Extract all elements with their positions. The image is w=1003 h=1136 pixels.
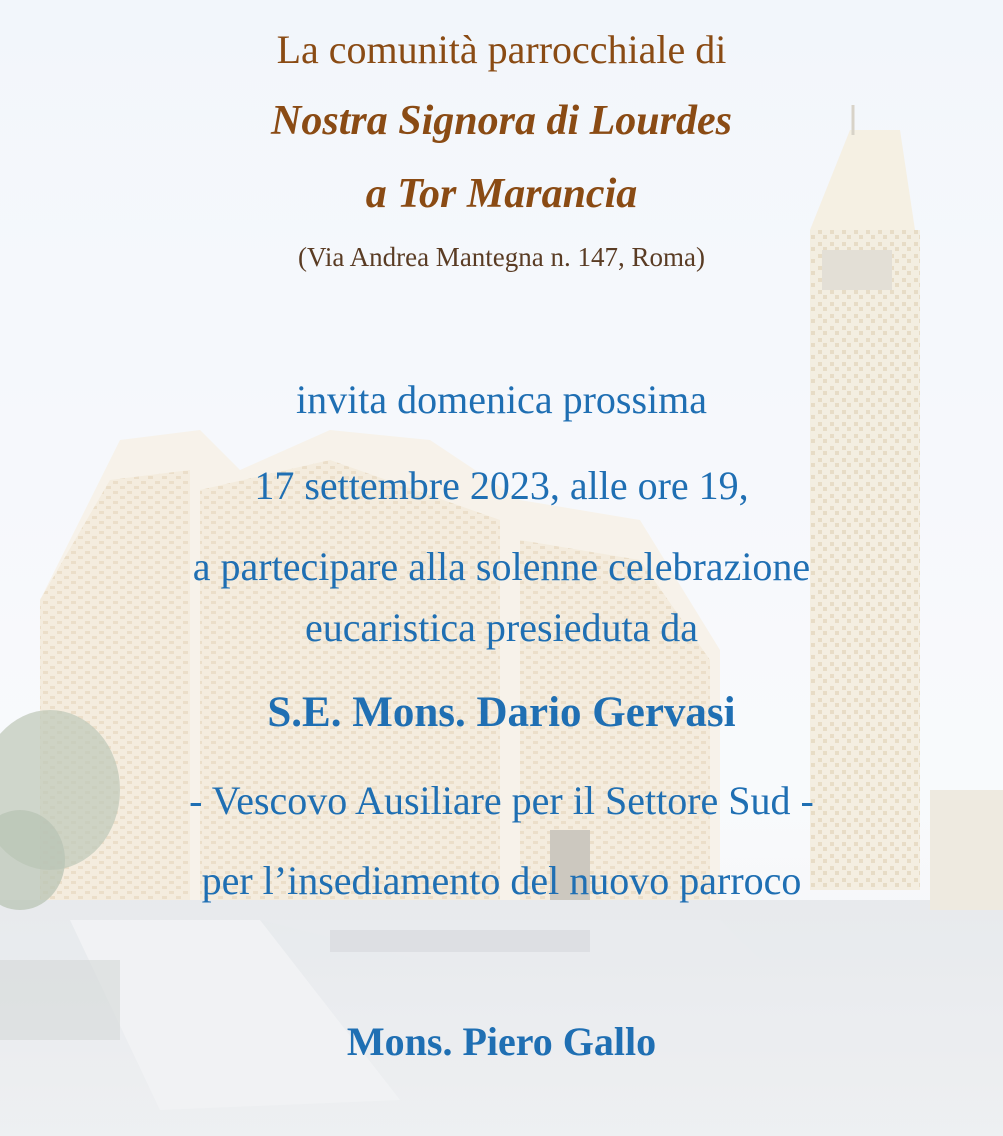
celebrant-name: S.E. Mons. Dario Gervasi [267,689,736,736]
celebration-line-2: eucaristica presieduta da [304,605,699,650]
celebrant-role: - Vescovo Ausiliare per il Settore Sud - [189,778,814,823]
purpose-line: per l’insediamento del nuovo parroco [201,858,802,903]
parish-address: (Via Andrea Mantegna n. 147, Roma) [297,242,706,272]
invite-line: invita domenica prossima [295,377,707,422]
parish-location: a Tor Marancia [365,171,638,217]
community-line: La comunità parrocchiale di [276,27,727,72]
parish-name: Nostra Signora di Lourdes [271,98,732,144]
date-time: 17 settembre 2023, alle ore 19, [254,463,749,508]
celebration-line-1: a partecipare alla solenne celebrazione [192,544,811,589]
signature: Mons. Piero Gallo [346,1019,657,1064]
